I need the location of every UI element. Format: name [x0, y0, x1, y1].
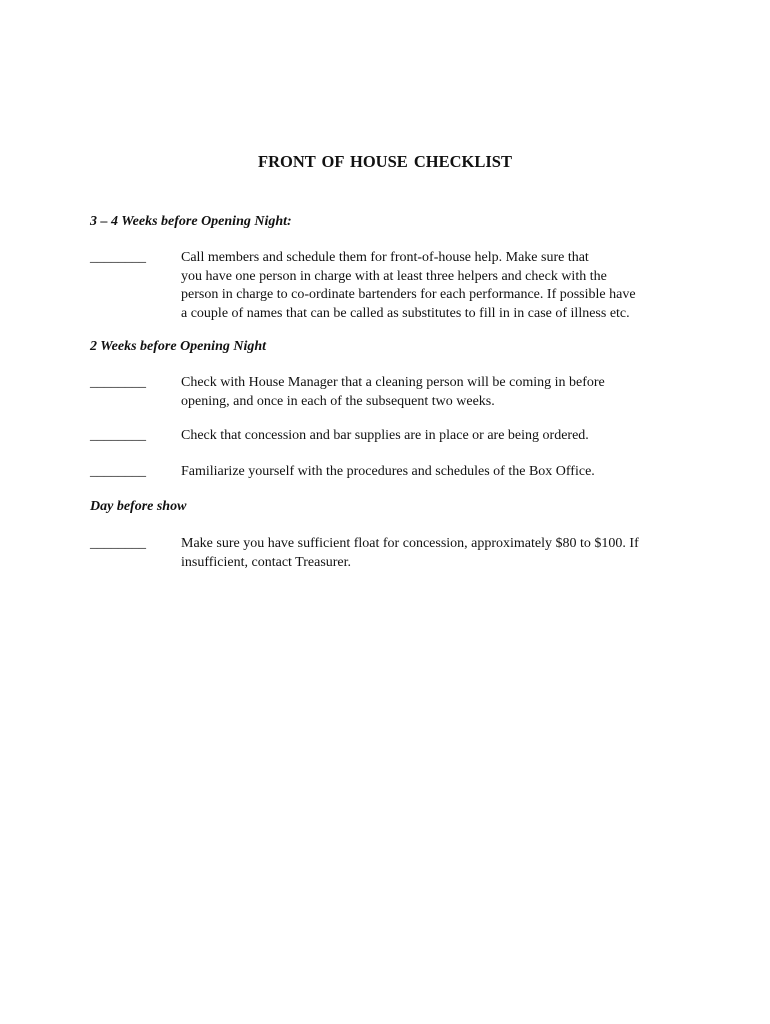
checkbox-blank[interactable]: ________: [90, 250, 146, 265]
section-heading-3-4-weeks: 3 – 4 Weeks before Opening Night:: [90, 214, 292, 229]
checklist-item-text: Make sure you have sufficient float for concession, approximately $80 to $100. If insufficient, contact Treasurer.: [181, 536, 639, 570]
section-heading-2-weeks: 2 Weeks before Opening Night: [90, 339, 267, 354]
section-heading-day-before: Day before show: [90, 499, 187, 514]
checklist-item-text: Call members and schedule them for front-of-house help. Make sure that you have one person in charge with at least three helpers and check with the person in charge to co-ordinate bartenders for each performance. If possible have a couple of names that can be called as substitutes to fill in in case of illness etc.: [181, 250, 636, 321]
checklist-item-text: Check that concession and bar supplies are in place or are being ordered.: [181, 428, 589, 443]
checklist-item-text: Familiarize yourself with the procedures and schedules of the Box Office.: [181, 464, 595, 479]
checkbox-blank[interactable]: ________: [90, 464, 146, 479]
checkbox-blank[interactable]: ________: [90, 536, 146, 551]
checkbox-blank[interactable]: ________: [90, 428, 146, 443]
checklist-item-text: Check with House Manager that a cleaning person will be coming in before opening, and once in each of the subsequent two weeks.: [181, 375, 605, 409]
checkbox-blank[interactable]: ________: [90, 375, 146, 390]
page-title: FRONT OF HOUSE CHECKLIST: [257, 152, 512, 171]
